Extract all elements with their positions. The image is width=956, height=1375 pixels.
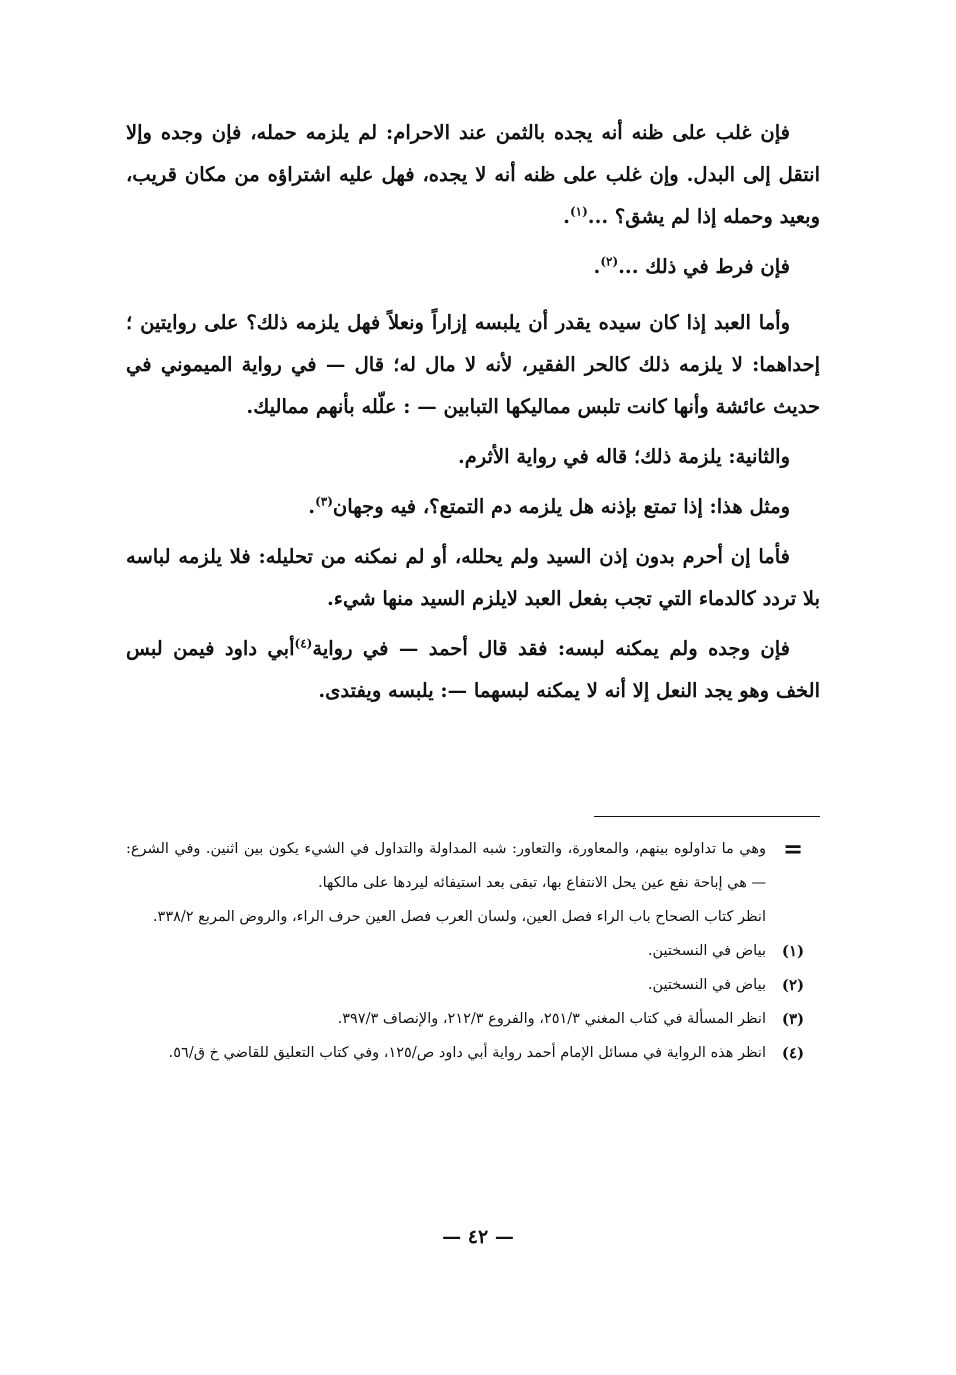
- footnote-marker: (٣): [781, 1010, 805, 1028]
- paragraph-1: [126, 112, 820, 238]
- footnote-continuation-body: [126, 832, 766, 934]
- paragraph-5: [126, 486, 820, 528]
- footnote-item: [126, 1002, 820, 1036]
- paragraph-7-text-cont: أبي داود فيمن لبس الخف وهو يجد النعل إلا أنه لا يمكنه لبسهما —: يلبسه ويفتدى.: [126, 637, 820, 702]
- footnote-continuation-line-1: وهي ما تداولوه بينهم، والمعاورة، والتعاور: شبه المداولة والتداول في الشيء يكون بين اثنين. وفي الشرع:— هي إباحة نفع عين يحل الانتفاع بها، تبقى بعد استيفائه ليردها على مالكها.: [126, 841, 766, 891]
- footnote-item: [126, 968, 820, 1002]
- footnote-continuation-line-2: انظر كتاب الصحاح باب الراء فصل العين، ولسان العرب فصل العين حرف الراء، والروض المربع ٣٣٨/٢.: [152, 909, 766, 925]
- footnote-text: انظر هذه الرواية في مسائل الإمام أحمد رواية أبي داود ص/١٢٥، وفي كتاب التعليق للقاضي خ ق/٥٦.: [168, 1045, 766, 1061]
- continuation-marker: =: [782, 834, 804, 863]
- paragraph-6-text: فأما إن أحرم بدون إذن السيد ولم يحلله، أو لم نمكنه من تحليله: فلا يلزمه لباسه بلا تردد كالدماء التي تجب بفعل العبد لايلزم السيد منها شيء.: [126, 545, 820, 610]
- paragraph-1-text: فإن غلب على ظنه أنه يجده بالثمن عند الاحرام: لم يلزمه حمله، فإن وجده وإلا انتقل إلى البدل. وإن غلب على ظنه أنه لا يجده، فهل عليه اشتراؤه من مكان قريب، وبعيد وحمله إذا لم يشق؟ ...: [126, 121, 820, 228]
- footnote-ref-4[interactable]: (٤): [294, 636, 313, 651]
- footnote-text: بياض في النسختين.: [647, 943, 766, 959]
- paragraph-3: [126, 302, 820, 428]
- paragraph-4: [126, 436, 820, 478]
- paragraph-5-text: ومثل هذا: إذا تمتع بإذنه هل يلزمه دم التمتع؟، فيه وجهان: [332, 495, 790, 518]
- paragraph-2-tail: .: [593, 255, 601, 278]
- footnote-marker: (٢): [781, 976, 805, 994]
- main-text: [126, 112, 820, 712]
- footnote-divider: [594, 816, 820, 817]
- footnote-marker: (١): [781, 942, 805, 960]
- footnote-ref-1[interactable]: (١): [569, 204, 588, 219]
- footnote-continuation: [126, 832, 820, 934]
- paragraph-4-text: والثانية: يلزمة ذلك؛ قاله في رواية الأثرم.: [457, 445, 790, 468]
- footnote-text: بياض في النسختين.: [647, 977, 766, 993]
- paragraph-5-tail: .: [308, 495, 316, 518]
- footnote-item: [126, 1036, 820, 1070]
- paragraph-1-tail: .: [563, 205, 570, 228]
- page-number: — ٤٢ —: [442, 1226, 514, 1248]
- paragraph-6: [126, 536, 820, 620]
- footnotes: [126, 832, 820, 1070]
- paragraph-2-text: فإن فرط في ذلك ...: [618, 255, 790, 278]
- footnote-item: [126, 934, 820, 968]
- paragraph-7: [126, 628, 820, 712]
- paragraph-3-text: وأما العبد إذا كان سيده يقدر أن يلبسه إزاراً ونعلاً فهل يلزمه ذلك؟ على روايتين ؛ إحداهما: لا يلزمه ذلك كالحر الفقير، لأنه لا مال له؛ قال — في رواية الميموني في حديث عائشة وأنها كانت تلبس مماليكها التبابين — : علّله بأنهم مماليك.: [126, 311, 820, 418]
- footnote-ref-3[interactable]: (٣): [315, 494, 333, 509]
- footnote-text: انظر المسألة في كتاب المغني ٢٥١/٣، والفروع ٢١٢/٣، والإنصاف ٣٩٧/٣.: [337, 1011, 766, 1027]
- paragraph-7-text: فإن وجده ولم يمكنه لبسه: فقد قال أحمد — في رواية: [312, 637, 790, 660]
- footnote-ref-2[interactable]: (٢): [600, 254, 619, 269]
- footnote-marker: (٤): [781, 1044, 805, 1062]
- paragraph-2: [126, 246, 820, 288]
